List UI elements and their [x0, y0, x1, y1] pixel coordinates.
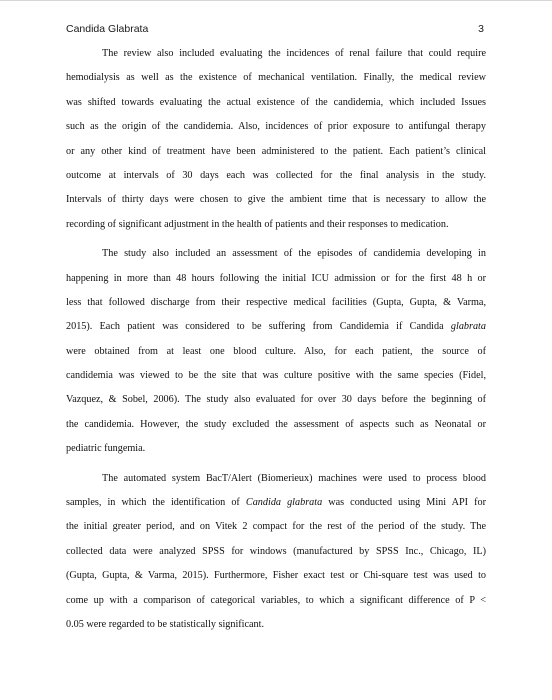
text-line: less that followed discharge from their respective medical facilities (Gupta, Gupta, & Varma, — [66, 296, 486, 308]
running-header — [66, 23, 484, 39]
text-line: was shifted towards evaluating the actual existence of the candidemia, which included Issues — [66, 96, 486, 108]
text-line: hemodialysis as well as the existence of mechanical ventilation. Finally, the medical review — [66, 72, 486, 84]
text-line: The automated system BacT/Alert (Biomerieux) machines were used to process blood — [102, 472, 486, 484]
text-line: were obtained from at least one blood culture. Also, for each patient, the source of — [66, 345, 486, 357]
text-line: or any other kind of treatment have been administered to the patient. Each patient’s clinical — [66, 145, 486, 157]
paragraph — [66, 242, 486, 462]
text-line: collected data were analyzed SPSS for windows (manufactured by SPSS Inc., Chicago, IL) — [66, 545, 486, 557]
page-number: 3 — [478, 23, 484, 35]
text-line: samples, in which the identification of Candida glabrata was conducted using Mini API for — [66, 497, 486, 509]
text-line: the candidemia. However, the study excluded the assessment of aspects such as Neonatal or — [66, 418, 486, 430]
text-line: the initial greater period, and on Vitek 2 compact for the rest of the period of the study. The — [66, 521, 486, 533]
text-line: Intervals of thirty days were chosen to give the ambient time that is necessary to allow the — [66, 194, 486, 206]
text-line: come up with a comparison of categorical variables, to which a significant difference of P < — [66, 594, 486, 606]
header-title: Candida Glabrata — [66, 23, 149, 35]
paragraph — [66, 467, 486, 638]
paragraph — [66, 42, 486, 237]
text-line: outcome at intervals of 30 days each was collected for the final analysis in the study. — [66, 169, 486, 181]
text-line: recording of significant adjustment in the health of patients and their responses to medication. — [66, 218, 449, 230]
text-line: The review also included evaluating the incidences of renal failure that could require — [102, 48, 486, 59]
text-line: happening in more than 48 hours following the initial ICU admission or for the first 48 h or — [66, 272, 486, 284]
text-line: such as the origin of the candidemia. Also, incidences of prior exposure to antifungal therapy — [66, 121, 486, 133]
text-line: candidemia was viewed to be the site that was culture positive with the same species (Fidel, — [66, 370, 486, 382]
body-text — [66, 42, 486, 637]
text-line: Vazquez, & Sobel, 2006). The study also evaluated for over 30 days before the beginning of — [66, 394, 486, 406]
text-line: The study also included an assessment of the episodes of candidemia developing in — [102, 248, 486, 260]
text-line: pediatric fungemia. — [66, 443, 146, 455]
text-line: 2015). Each patient was considered to be suffering from Candidemia if Candida glabrata — [66, 321, 486, 333]
text-line: (Gupta, Gupta, & Varma, 2015). Furthermore, Fisher exact test or Chi-square test was used to — [66, 570, 486, 582]
text-line: 0.05 were regarded to be statistically significant. — [66, 618, 265, 630]
